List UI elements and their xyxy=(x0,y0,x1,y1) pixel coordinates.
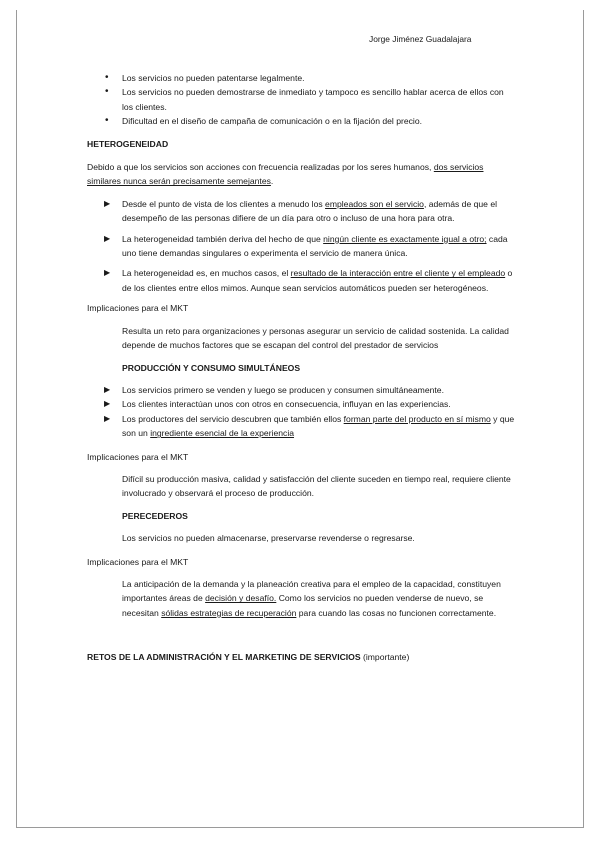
item-text: Desde el punto de vista de los clientes a menudo los xyxy=(122,198,326,209)
implicaciones-label: Implicaciones para el MKT xyxy=(87,451,189,462)
perecederos-text: Los servicios no pueden almacenarse, preservarse revenderse o regresarse. xyxy=(122,533,415,544)
implicaciones-text: Difícil su producción masiva, calidad y satisfacción del cliente suceden en tiempo real, requiere cliente involucrado y observará el proceso de producción. xyxy=(122,473,511,499)
item-text: o de los clientes entre ellos mimos. Aunque sean servicios automáticos pueden ser heterogéneos. xyxy=(122,268,513,293)
arrow-bullet-icon: ▶ xyxy=(104,413,111,423)
item-underlined: sólidas estrategias de recuperación xyxy=(161,607,297,618)
header-author: Jorge Jiménez Guadalajara xyxy=(369,34,472,44)
heterogeneidad-intro xyxy=(87,160,517,189)
heterogeneidad-list xyxy=(87,197,517,295)
implicaciones-label: Implicaciones para el MKT xyxy=(87,556,189,567)
arrow-bullet-icon: ▶ xyxy=(104,198,111,208)
retos-title: RETOS DE LA ADMINISTRACIÓN Y EL MARKETING DE SERVICIOS xyxy=(87,652,361,663)
item-text: La heterogeneidad también deriva del hecho de que xyxy=(122,233,324,244)
arrow-bullet-icon: ▶ xyxy=(104,399,111,409)
list-item xyxy=(87,412,517,441)
list-item xyxy=(87,397,517,411)
section-heading-produccion: PRODUCCIÓN Y CONSUMO SIMULTÁNEOS xyxy=(122,362,301,373)
implicaciones-label: Implicaciones para el MKT xyxy=(87,303,189,314)
list-item xyxy=(87,266,517,295)
item-underlined: ningún cliente es exactamente igual a otro; xyxy=(323,233,487,244)
item-text: para cuando las cosas no funcionen correctamente. xyxy=(296,607,497,618)
intro-text: Debido a que los servicios son acciones con frecuencia realizadas por los seres humanos, xyxy=(87,162,432,173)
list-item xyxy=(87,232,517,261)
top-bullet-list xyxy=(87,71,517,129)
item-text: La heterogeneidad es, en muchos casos, el xyxy=(122,268,291,279)
implicaciones-text xyxy=(87,577,517,620)
retos-note: (importante) xyxy=(363,652,410,663)
item-underlined: decisión y desafío. xyxy=(205,593,277,604)
list-item xyxy=(87,383,517,397)
list-item: • Los servicios no pueden demostrarse de inmediato y tampoco es sencillo hablar acerca de ellos con los clientes. xyxy=(87,85,517,114)
item-text: cada uno tiene demandas singulares o experimenta el servicio de manera única. xyxy=(122,233,508,259)
list-item: • Los servicios no pueden patentarse legalmente. xyxy=(87,71,517,85)
item-underlined: ingrediente esencial de la experiencia xyxy=(150,428,295,439)
produccion-list xyxy=(87,383,517,441)
intro-underlined: dos servicios similares nunca serán precisamente semejantes xyxy=(87,162,484,187)
item-text: Los productores del servicio descubren que también ellos xyxy=(122,413,344,424)
item-text: Como los servicios no pueden venderse de nuevo, se necesitan xyxy=(122,593,484,618)
item-text: , además de que el desempeño de las personas difiere de un día para otro o incluso de una hora para otra. xyxy=(122,198,498,224)
item-text: Los servicios primero se venden y luego se producen y consumen simultáneamente. xyxy=(122,384,444,395)
arrow-bullet-icon: ▶ xyxy=(104,233,111,243)
item-underlined: resultado de la interacción entre el cliente y el empleado xyxy=(290,268,506,279)
item-text: y que son un xyxy=(122,413,515,439)
item-text: Los clientes interactúan unos con otros en consecuencia, influyan en las experiencias. xyxy=(122,399,451,410)
item-underlined: empleados son el servicio xyxy=(325,198,424,209)
section-heading-heterogeneidad: HETEROGENEIDAD xyxy=(87,138,169,149)
arrow-bullet-icon: ▶ xyxy=(104,384,111,394)
item-underlined: forman parte del producto en sí mismo xyxy=(343,413,491,424)
intro-end: . xyxy=(270,176,274,187)
arrow-bullet-icon: ▶ xyxy=(104,268,111,278)
section-heading-perecederos: PERECEDEROS xyxy=(122,510,188,521)
list-item xyxy=(87,197,517,226)
document-body xyxy=(87,34,517,665)
item-text: La anticipación de la demanda y la planeación creativa para el empleo de la capacidad, constituyen importantes áreas de xyxy=(122,578,501,604)
implicaciones-text: Resulta un reto para organizaciones y personas asegurar un servicio de calidad sostenida. La calidad depende de muchos factores que se escapan del control del prestador de servicios xyxy=(122,325,509,351)
list-item: • Dificultad en el diseño de campaña de comunicación o en la fijación del precio. xyxy=(87,114,517,128)
section-heading-retos xyxy=(87,650,517,664)
